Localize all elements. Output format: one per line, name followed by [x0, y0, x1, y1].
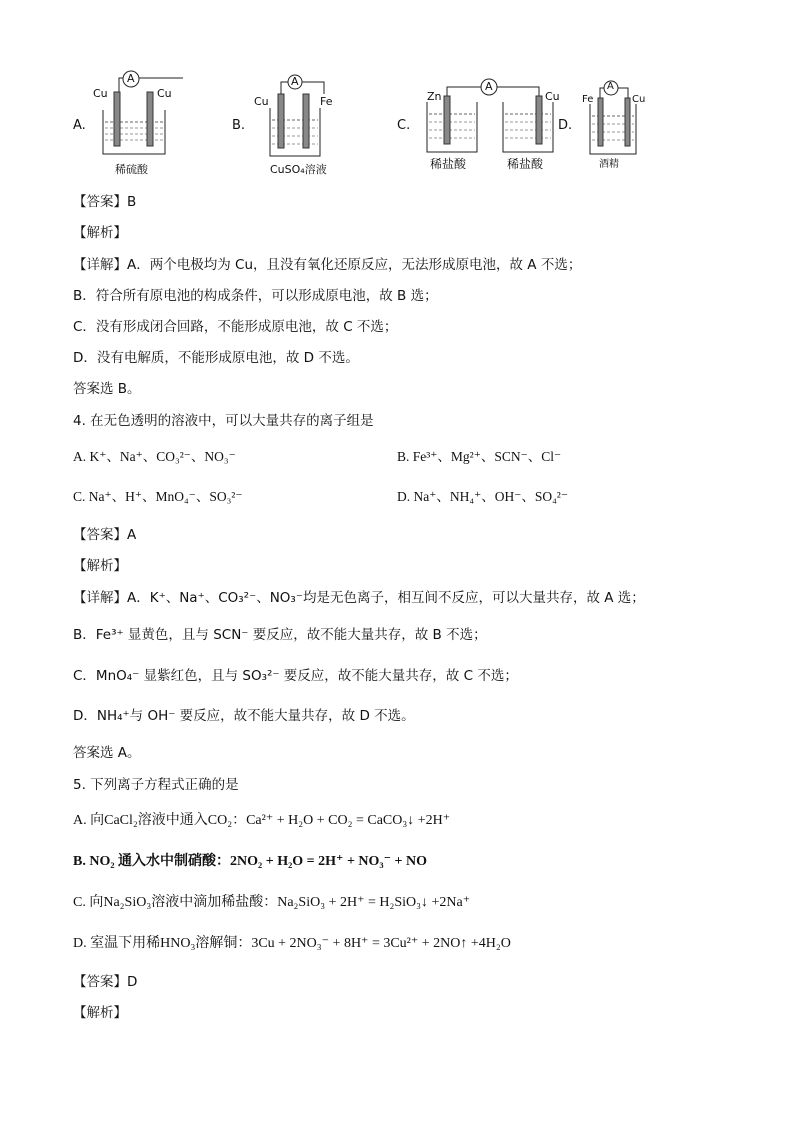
q3-analysis-heading: 【解析】	[73, 225, 127, 241]
figure-a	[73, 70, 183, 180]
q4-option-b: B. Fe³⁺、Mg²⁺、SCN⁻、Cl⁻	[397, 449, 562, 464]
figure-b-right-electrode: Fe	[320, 95, 333, 108]
figure-b-letter: B.	[232, 118, 246, 133]
q3-answer: 【答案】B	[73, 194, 137, 210]
q4-option-d: D. Na⁺、NH₄⁺、OH⁻、SO₄²⁻	[397, 489, 568, 504]
figure-c-meter: A	[485, 80, 493, 93]
q4-stem: 4. 在无色透明的溶液中，可以大量共存的离子组是	[73, 413, 374, 429]
q5-option-c: C. 向Na₂SiO₃溶液中滴加稀盐酸：Na₂SiO₃ + 2H⁺ = H₂SiO₃↓ +2Na⁺	[73, 895, 471, 910]
q4-detail-c: C．MnO₄⁻ 显紫红色，且与 SO₃²⁻ 要反应，故不能大量共存，故 C 不选；	[73, 668, 518, 684]
figure-a-meter: A	[127, 72, 135, 85]
q4-option-a: A. K⁺、Na⁺、CO₃²⁻、NO₃⁻	[73, 449, 236, 464]
q3-detail-d: D．没有电解质，不能形成原电池，故 D 不选。	[73, 350, 359, 366]
figure-b-meter: A	[291, 75, 299, 88]
q4-analysis-heading: 【解析】	[73, 558, 127, 574]
figure-c-left-electrode: Zn	[427, 90, 442, 103]
q4-answer: 【答案】A	[73, 527, 137, 543]
q5-option-a: A. 向CaCl₂溶液中通入CO₂：Ca²⁺ + H₂O + CO₂ = CaCO₃↓ +2H⁺	[73, 813, 451, 828]
figure-c-letter: C.	[397, 118, 411, 133]
figure-a-caption: 稀硫酸	[115, 163, 148, 176]
q4-detail-b: B．Fe³⁺ 显黄色，且与 SCN⁻ 要反应，故不能大量共存，故 B 不选；	[73, 627, 487, 643]
figure-a-letter: A.	[73, 118, 86, 133]
figure-d-right-electrode: Cu	[632, 94, 646, 105]
q5-answer: 【答案】D	[73, 974, 138, 990]
q5-option-d: D. 室温下用稀HNO₃溶解铜：3Cu + 2NO₃⁻ + 8H⁺ = 3Cu²⁺ + 2NO↑ +4H₂O	[73, 936, 511, 951]
figure-b-caption: CuSO₄溶液	[270, 163, 327, 176]
q4-final-answer: 答案选 A。	[73, 745, 141, 761]
figure-d-caption: 酒精	[599, 159, 619, 170]
figure-b-left-electrode: Cu	[254, 95, 269, 108]
figure-c	[397, 70, 572, 180]
figure-d-meter: A	[607, 81, 614, 92]
figure-d-letter: D.	[558, 118, 573, 133]
figure-c-right-electrode: Cu	[545, 90, 560, 103]
figure-d	[558, 70, 648, 180]
figure-d-left-electrode: Fe	[582, 94, 594, 105]
q5-stem: 5. 下列离子方程式正确的是	[73, 777, 239, 793]
q4-detail-a: 【详解】A．K⁺、Na⁺、CO₃²⁻、NO₃⁻均是无色离子，相互间不反应，可以大量共存，故 A 选；	[73, 590, 645, 606]
figure-c-caption-right: 稀盐酸	[507, 157, 544, 171]
q4-detail-d: D．NH₄⁺与 OH⁻ 要反应，故不能大量共存，故 D 不选。	[73, 708, 415, 724]
q5-analysis-heading: 【解析】	[73, 1005, 127, 1021]
q5-option-b: B. NO₂ 通入水中制硝酸：2NO₂ + H₂O = 2H⁺ + NO₃⁻ + NO	[73, 854, 427, 869]
figure-b	[232, 70, 342, 180]
q3-final-answer: 答案选 B。	[73, 381, 141, 397]
q3-detail-a: 【详解】A．两个电极均为 Cu，且没有氧化还原反应，无法形成原电池，故 A 不选；	[73, 257, 582, 273]
figure-a-right-electrode: Cu	[157, 87, 172, 100]
q4-option-c: C. Na⁺、H⁺、MnO₄⁻、SO₃²⁻	[73, 489, 243, 504]
q3-detail-c: C．没有形成闭合回路，不能形成原电池，故 C 不选；	[73, 319, 398, 335]
figure-a-left-electrode: Cu	[93, 87, 108, 100]
figure-c-caption-left: 稀盐酸	[430, 157, 467, 171]
q3-detail-b: B．符合所有原电池的构成条件，可以形成原电池，故 B 选；	[73, 288, 438, 304]
